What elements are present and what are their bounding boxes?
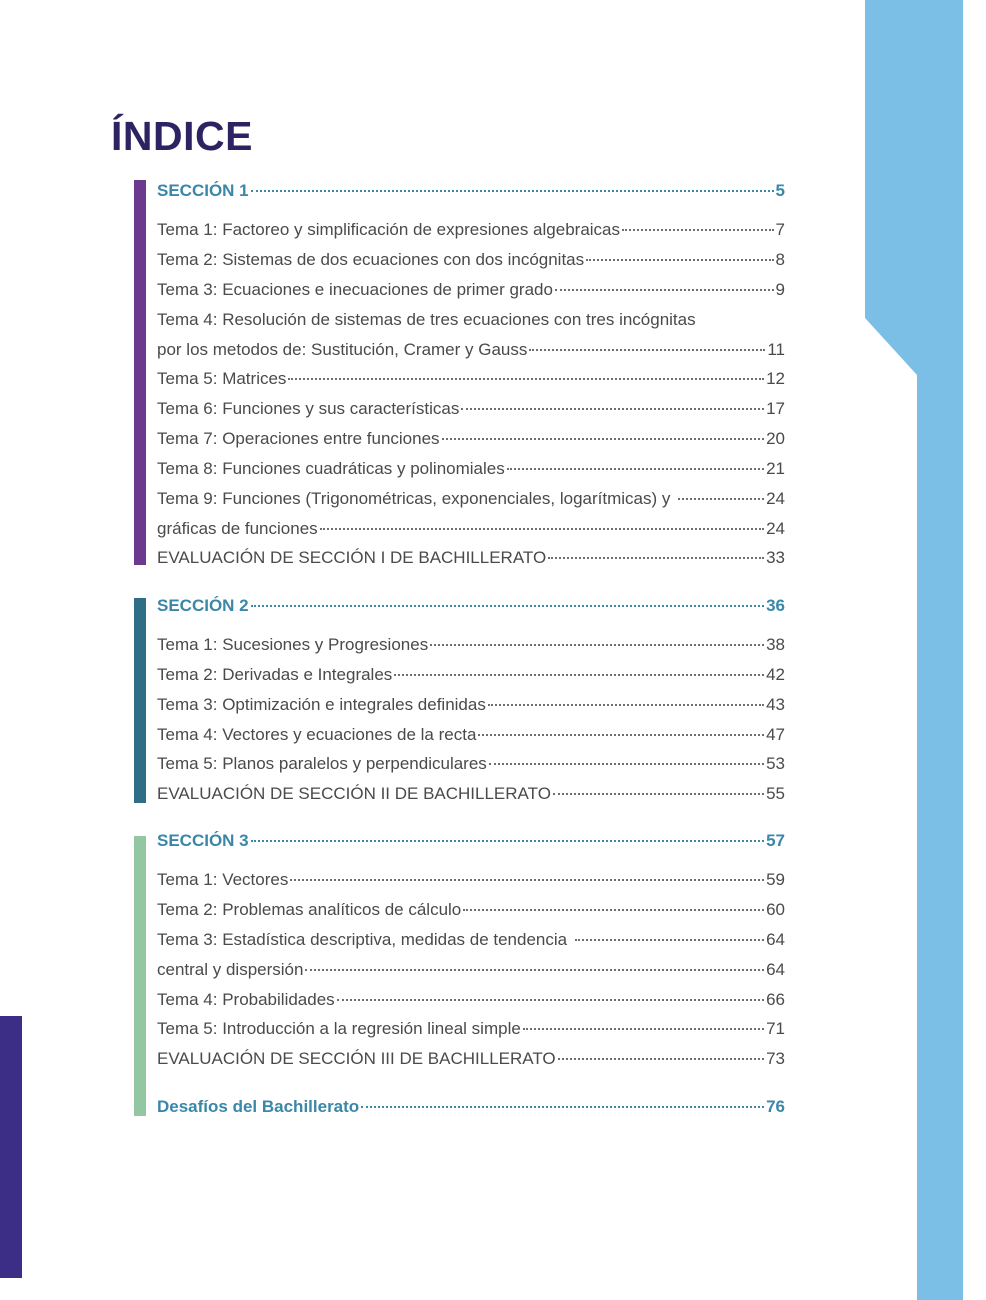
toc-entry[interactable]: Tema 5: Matrices 12 [157, 369, 785, 388]
leader-dots [320, 526, 764, 530]
left-decorative-block [0, 1016, 22, 1278]
toc-entry[interactable]: Tema 3: Estadística descriptiva, medidas de tendencia 64 [157, 930, 785, 949]
toc-entry[interactable]: Tema 1: Vectores 59 [157, 870, 785, 889]
leader-dots [288, 376, 764, 380]
leader-dots [251, 603, 764, 607]
leader-dots [558, 1056, 764, 1060]
toc-entry[interactable]: gráficas de funciones 24 [157, 519, 785, 538]
section-3-bar [134, 836, 146, 1116]
section-2-heading[interactable]: SECCIÓN 2 36 [157, 596, 785, 615]
desafios-heading[interactable]: Desafíos del Bachillerato 76 [157, 1097, 785, 1116]
leader-dots [553, 791, 764, 795]
toc-entry[interactable]: Tema 5: Introducción a la regresión lineal simple 71 [157, 1019, 785, 1038]
toc-entry[interactable]: por los metodos de: Sustitución, Cramer y Gauss 11 [157, 340, 785, 359]
leader-dots [442, 436, 765, 440]
toc-entry[interactable]: Tema 2: Sistemas de dos ecuaciones con dos incógnitas 8 [157, 250, 785, 269]
toc-entry[interactable]: Tema 3: Ecuaciones e inecuaciones de primer grado 9 [157, 280, 785, 299]
toc-entry[interactable]: Tema 5: Planos paralelos y perpendiculares 53 [157, 754, 785, 773]
leader-dots [489, 761, 764, 765]
toc-entry[interactable]: Tema 4: Probabilidades 66 [157, 990, 785, 1009]
toc-entry[interactable]: EVALUACIÓN DE SECCIÓN I DE BACHILLERATO 33 [157, 548, 785, 567]
leader-dots [548, 555, 764, 559]
leader-dots [586, 257, 773, 261]
toc-entry[interactable]: Tema 7: Operaciones entre funciones 20 [157, 429, 785, 448]
leader-dots [529, 347, 765, 351]
leader-dots [337, 997, 764, 1001]
toc-entry[interactable]: Tema 1: Sucesiones y Progresiones 38 [157, 635, 785, 654]
leader-dots [251, 188, 774, 192]
toc-entry[interactable]: Tema 8: Funciones cuadráticas y polinomiales 21 [157, 459, 785, 478]
leader-dots [430, 642, 764, 646]
toc-entry[interactable]: Tema 9: Funciones (Trigonométricas, exponenciales, logarítmicas) y 24 [157, 489, 785, 508]
toc-entry[interactable]: EVALUACIÓN DE SECCIÓN III DE BACHILLERATO 73 [157, 1049, 785, 1068]
section-2-bar [134, 598, 146, 803]
leader-dots [555, 287, 774, 291]
leader-dots [305, 967, 764, 971]
leader-dots [361, 1104, 764, 1108]
toc-entry[interactable]: Tema 4: Vectores y ecuaciones de la recta 47 [157, 725, 785, 744]
toc-entry[interactable]: Tema 1: Factoreo y simplificación de expresiones algebraicas 7 [157, 220, 785, 239]
toc-entry[interactable]: Tema 2: Problemas analíticos de cálculo 60 [157, 900, 785, 919]
leader-dots [523, 1026, 764, 1030]
leader-dots [251, 838, 764, 842]
leader-dots [463, 907, 764, 911]
right-decorative-band [865, 0, 986, 1300]
leader-dots [478, 732, 764, 736]
toc-entry[interactable]: central y dispersión 64 [157, 960, 785, 979]
toc-entry[interactable]: Tema 3: Optimización e integrales definidas 43 [157, 695, 785, 714]
leader-dots [290, 877, 764, 881]
page-title: ÍNDICE [111, 113, 253, 159]
leader-dots [575, 937, 764, 941]
toc-entry[interactable]: Tema 2: Derivadas e Integrales 42 [157, 665, 785, 684]
leader-dots [678, 496, 764, 500]
toc-entry[interactable]: Tema 4: Resolución de sistemas de tres ecuaciones con tres incógnitas [157, 310, 696, 329]
leader-dots [394, 672, 764, 676]
section-1-heading[interactable]: SECCIÓN 1 5 [157, 181, 785, 200]
leader-dots [461, 406, 764, 410]
leader-dots [488, 702, 764, 706]
leader-dots [622, 227, 774, 231]
leader-dots [507, 466, 764, 470]
toc-entry[interactable]: Tema 6: Funciones y sus características 17 [157, 399, 785, 418]
section-1-bar [134, 180, 146, 565]
section-3-heading[interactable]: SECCIÓN 3 57 [157, 831, 785, 850]
toc-entry[interactable]: EVALUACIÓN DE SECCIÓN II DE BACHILLERATO 55 [157, 784, 785, 803]
